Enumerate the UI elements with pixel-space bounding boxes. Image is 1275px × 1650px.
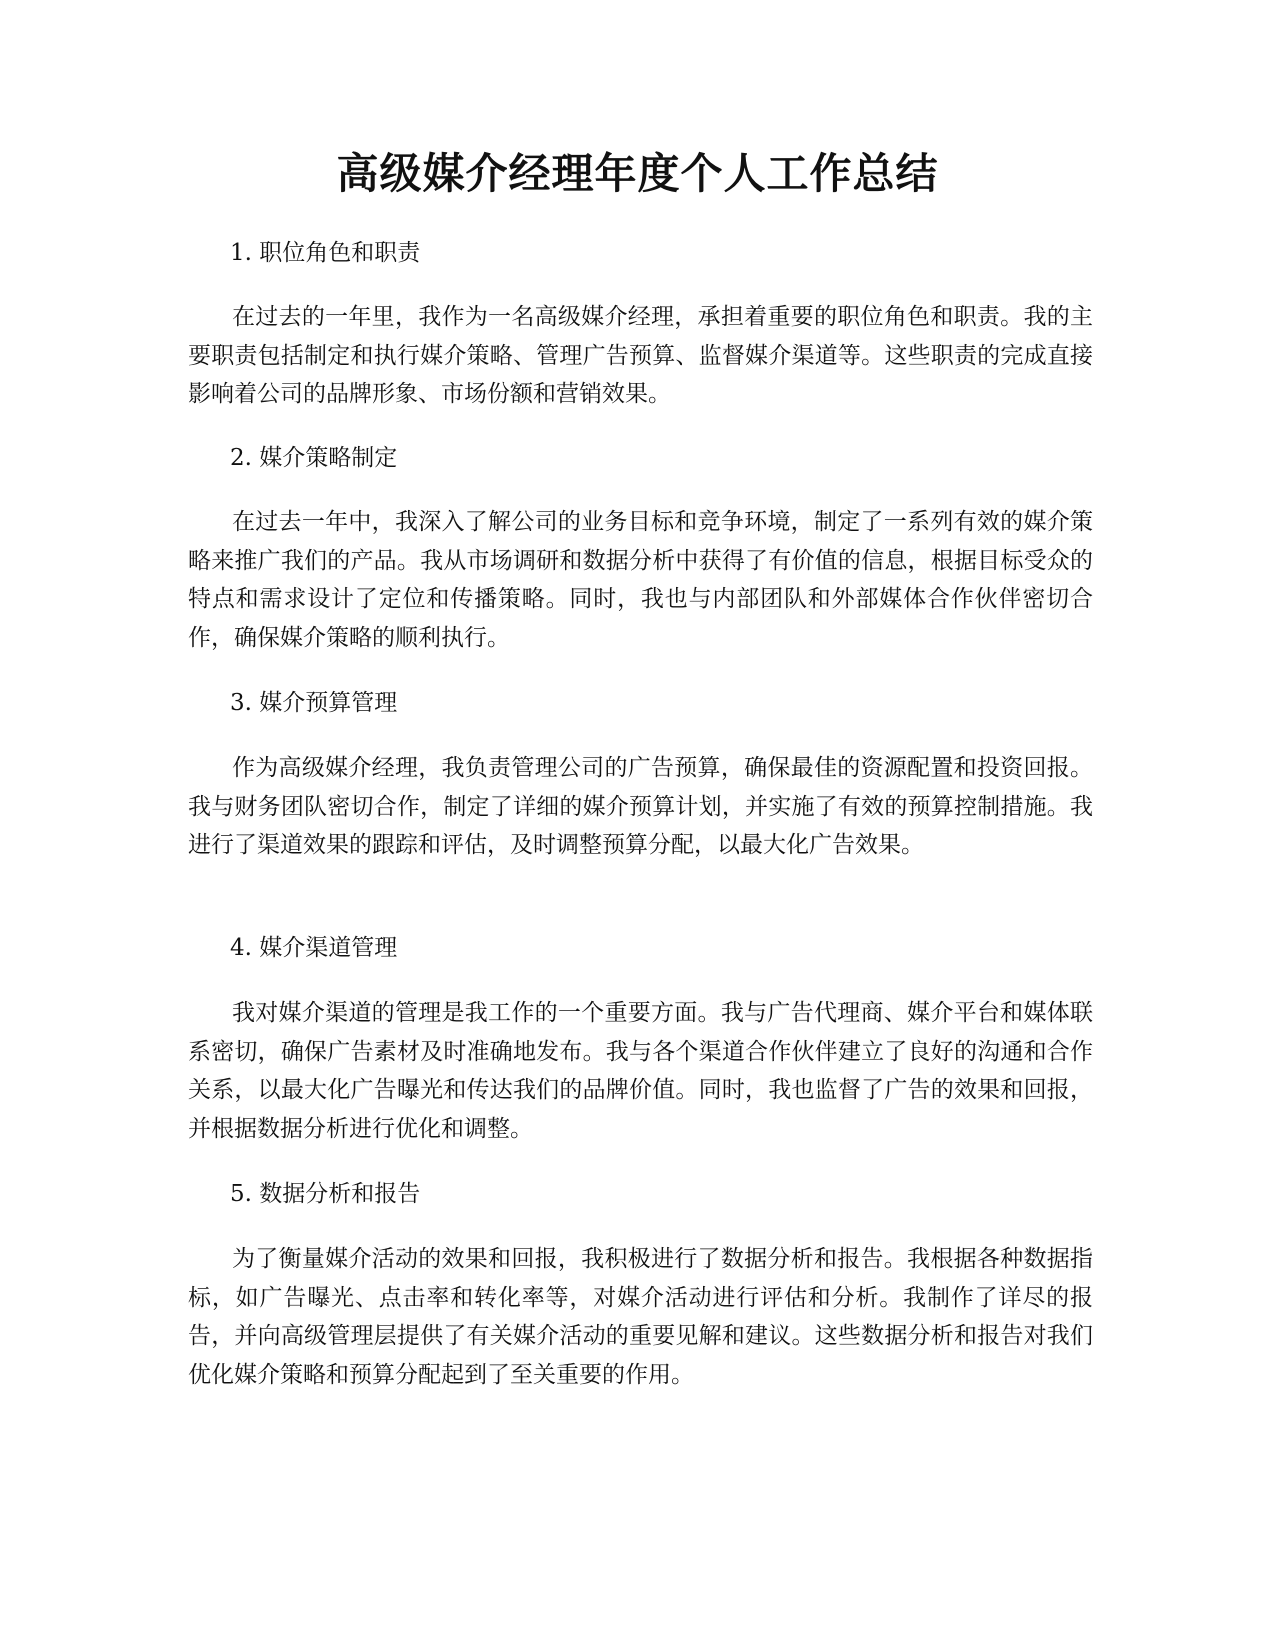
section-heading-1: 1. 职位角色和职责 (230, 240, 421, 266)
document-title: 高级媒介经理年度个人工作总结 (336, 149, 939, 198)
section-heading-5: 5. 数据分析和报告 (230, 1181, 421, 1207)
section-body-4: 我对媒介渠道的管理是我工作的一个重要方面。我与广告代理商、媒介平台和媒体联系密切，确保广告素材及时准确地发布。我与各个渠道合作伙伴建立了良好的沟通和合作关系，以最大化广告曝光和传达我们的品牌价值。同时，我也监督了广告的效果和回报，并根据数据分析进行优化和调整。 (188, 1000, 1093, 1142)
section-body-1: 在过去的一年里，我作为一名高级媒介经理，承担着重要的职位角色和职责。我的主要职责包括制定和执行媒介策略、管理广告预算、监督媒介渠道等。这些职责的完成直接影响着公司的品牌形象、市场份额和营销效果。 (188, 304, 1093, 407)
section-body-3: 作为高级媒介经理，我负责管理公司的广告预算，确保最佳的资源配置和投资回报。我与财务团队密切合作，制定了详细的媒介预算计划，并实施了有效的预算控制措施。我进行了渠道效果的跟踪和评估，及时调整预算分配，以最大化广告效果。 (188, 755, 1093, 858)
section-heading-4: 4. 媒介渠道管理 (230, 935, 398, 961)
section-body-5: 为了衡量媒介活动的效果和回报，我积极进行了数据分析和报告。我根据各种数据指标，如广告曝光、点击率和转化率等，对媒介活动进行评估和分析。我制作了详尽的报告，并向高级管理层提供了有关媒介活动的重要见解和建议。这些数据分析和报告对我们优化媒介策略和预算分配起到了至关重要的作用。 (188, 1246, 1093, 1388)
section-heading-3: 3. 媒介预算管理 (230, 690, 398, 716)
section-heading-2: 2. 媒介策略制定 (230, 445, 398, 471)
section-body-2: 在过去一年中，我深入了解公司的业务目标和竞争环境，制定了一系列有效的媒介策略来推广我们的产品。我从市场调研和数据分析中获得了有价值的信息，根据目标受众的特点和需求设计了定位和传播策略。同时，我也与内部团队和外部媒体合作伙伴密切合作，确保媒介策略的顺利执行。 (188, 509, 1093, 651)
